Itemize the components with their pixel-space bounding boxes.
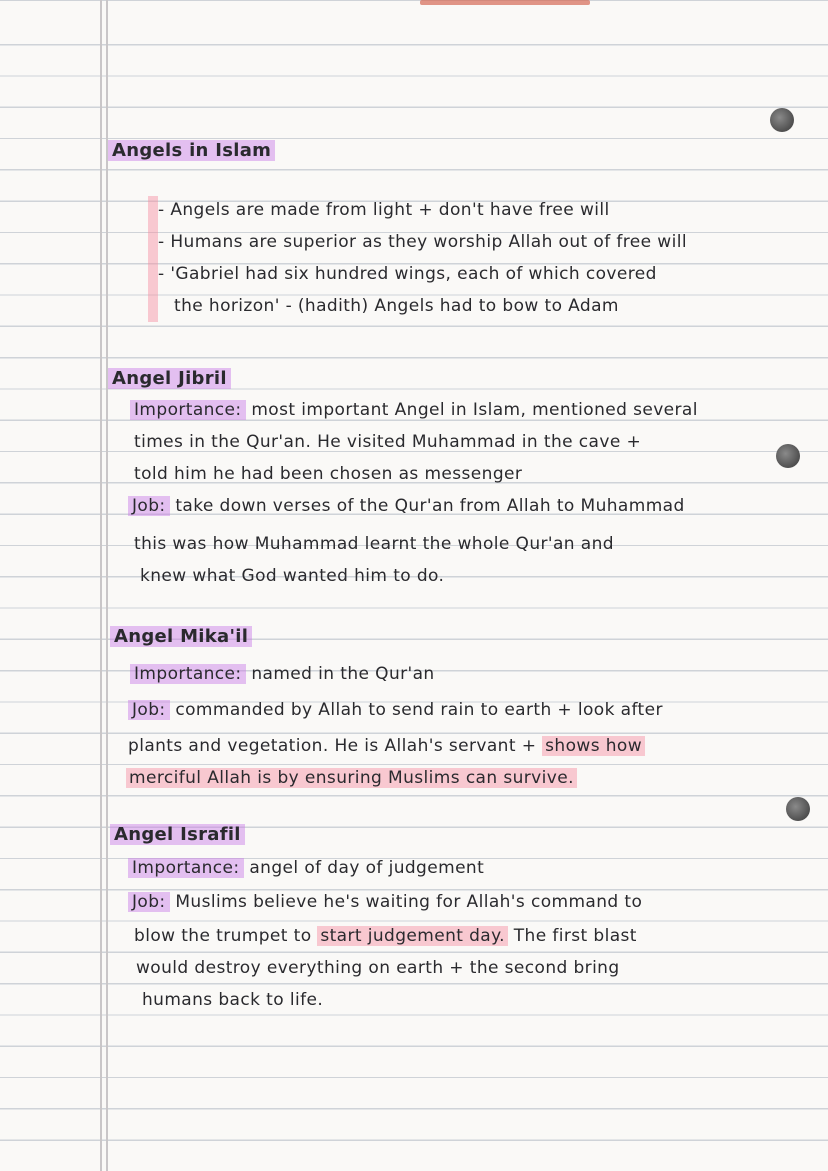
section-line: humans back to life.	[142, 990, 324, 1010]
intro-line: - Humans are superior as they worship Allah out of free will	[158, 232, 687, 252]
punch-hole	[786, 797, 810, 821]
section-line: Job: Muslims believe he's waiting for Allah's command to	[128, 892, 642, 912]
section-line: times in the Qur'an. He visited Muhammad in the cave +	[134, 432, 642, 452]
section-heading: Angel Mika'il	[110, 626, 252, 647]
section-heading: Angel Israfil	[110, 824, 245, 845]
section-line: Importance: named in the Qur'an	[130, 664, 435, 684]
section-line: this was how Muhammad learnt the whole Qur'an and	[134, 534, 614, 554]
section-line: plants and vegetation. He is Allah's servant + shows how	[128, 736, 645, 756]
punch-hole	[776, 444, 800, 468]
margin-line	[100, 0, 102, 1171]
section-line: merciful Allah is by ensuring Muslims can survive.	[126, 768, 577, 788]
section-line: Job: commanded by Allah to send rain to earth + look after	[128, 700, 663, 720]
section-heading: Angel Jibril	[108, 368, 231, 389]
intro-line: - 'Gabriel had six hundred wings, each of which covered	[158, 264, 657, 284]
section-line: Importance: most important Angel in Islam, mentioned several	[130, 400, 698, 420]
punch-hole	[770, 108, 794, 132]
intro-line: the horizon' - (hadith) Angels had to bow to Adam	[174, 296, 619, 316]
page-title	[108, 140, 275, 161]
section-line: Importance: angel of day of judgement	[128, 858, 484, 878]
bullet-highlight-bar	[148, 196, 158, 322]
margin-line	[106, 0, 108, 1171]
page-tear-mark	[420, 0, 590, 5]
section-line: blow the trumpet to start judgement day. The first blast	[134, 926, 637, 946]
section-line: Job: take down verses of the Qur'an from Allah to Muhammad	[128, 496, 685, 516]
section-line: would destroy everything on earth + the second bring	[136, 958, 620, 978]
section-line: knew what God wanted him to do.	[140, 566, 445, 586]
section-line: told him he had been chosen as messenger	[134, 464, 523, 484]
intro-line: - Angels are made from light + don't have free will	[158, 200, 610, 220]
title-text: Angels in Islam	[108, 140, 275, 161]
